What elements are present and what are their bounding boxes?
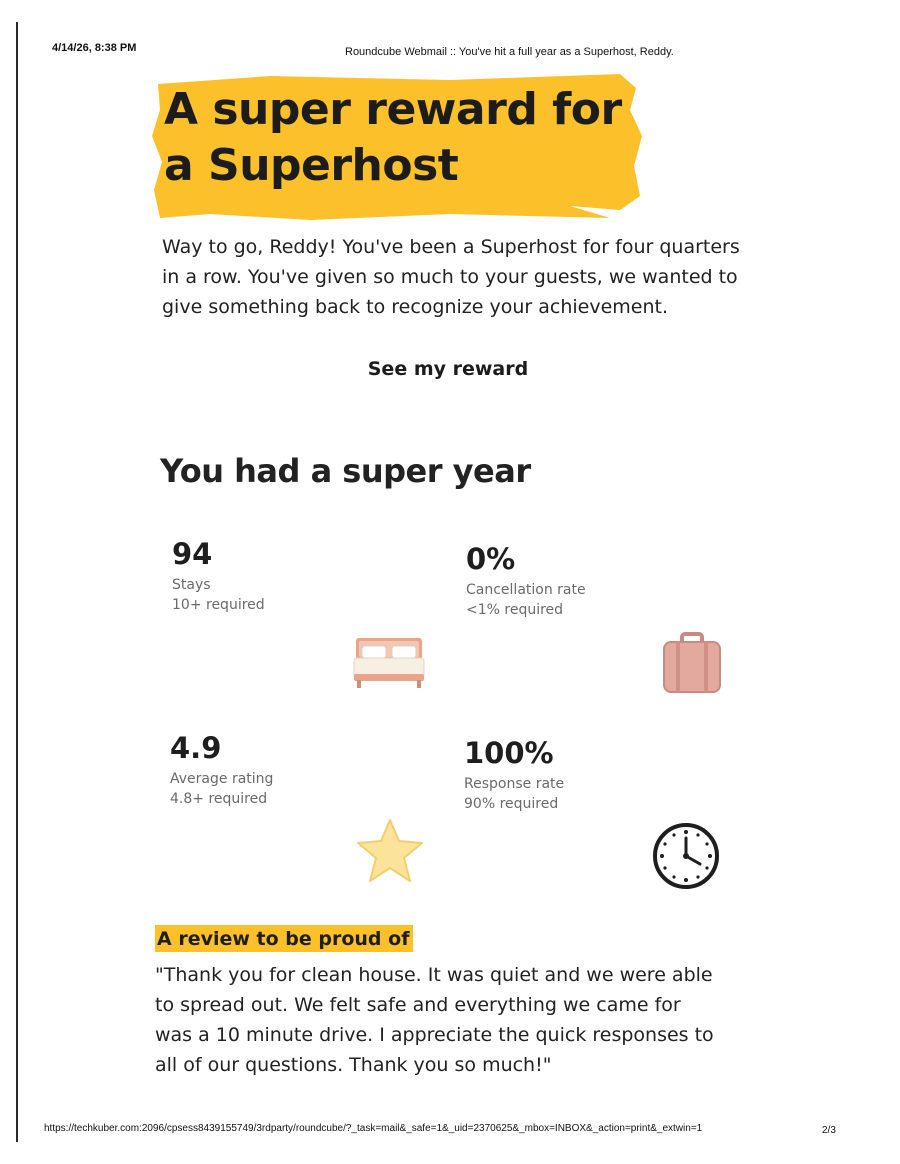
- print-url: https://techkuber.com:2096/cpsess8439155749/3rdparty/roundcube/?_task=mail&_safe=1&_uid=2370625&_mbox=INBOX&_action=print&_extwin=1: [44, 1123, 703, 1134]
- stat-value: 0%: [466, 542, 516, 576]
- bed-icon: [352, 634, 426, 690]
- print-date: 4/14/26, 8:38 PM: [52, 42, 137, 54]
- section-title: You had a super year: [160, 452, 531, 490]
- stat-requirement: 90% required: [464, 796, 559, 812]
- clock-icon: [652, 822, 720, 890]
- stat-value: 94: [172, 537, 213, 571]
- headline-banner: [150, 70, 650, 222]
- stat-response-rate: [464, 736, 714, 812]
- stat-label: Average rating: [170, 771, 274, 787]
- stat-cancellation-rate: [466, 542, 716, 618]
- stat-label: Response rate: [464, 776, 565, 792]
- star-icon: [354, 816, 426, 886]
- intro-paragraph: Way to go, Reddy! You've been a Superhost for four quarters in a row. You've given so much to your guests, we wanted to give something back to recognize your achievement.: [162, 236, 740, 318]
- page-edge-rule: [16, 22, 18, 1142]
- stat-stays: [172, 537, 422, 613]
- cta-row: [0, 358, 900, 380]
- stat-requirement: <1% required: [466, 602, 564, 618]
- stat-average-rating: [170, 731, 420, 807]
- print-page-number: 2/3: [822, 1125, 836, 1136]
- review-title: A review to be proud of: [155, 925, 413, 952]
- stat-requirement: 4.8+ required: [170, 791, 268, 807]
- stat-value: 4.9: [170, 731, 222, 765]
- headline: A super reward for a Superhost: [164, 84, 622, 191]
- stat-value: 100%: [464, 736, 554, 770]
- stat-label: Stays: [172, 577, 211, 593]
- stat-label: Cancellation rate: [466, 582, 586, 598]
- stat-requirement: 10+ required: [172, 597, 265, 613]
- see-reward-link[interactable]: See my reward: [367, 358, 529, 380]
- suitcase-icon: [660, 630, 724, 696]
- print-page-title: Roundcube Webmail :: You've hit a full year as a Superhost, Reddy.: [345, 46, 674, 58]
- review-quote: "Thank you for clean house. It was quiet and we were able to spread out. We felt safe and everything we came for was a 10 minute drive. I appreciate the quick responses to all of our questions. Thank you so much!": [155, 964, 714, 1076]
